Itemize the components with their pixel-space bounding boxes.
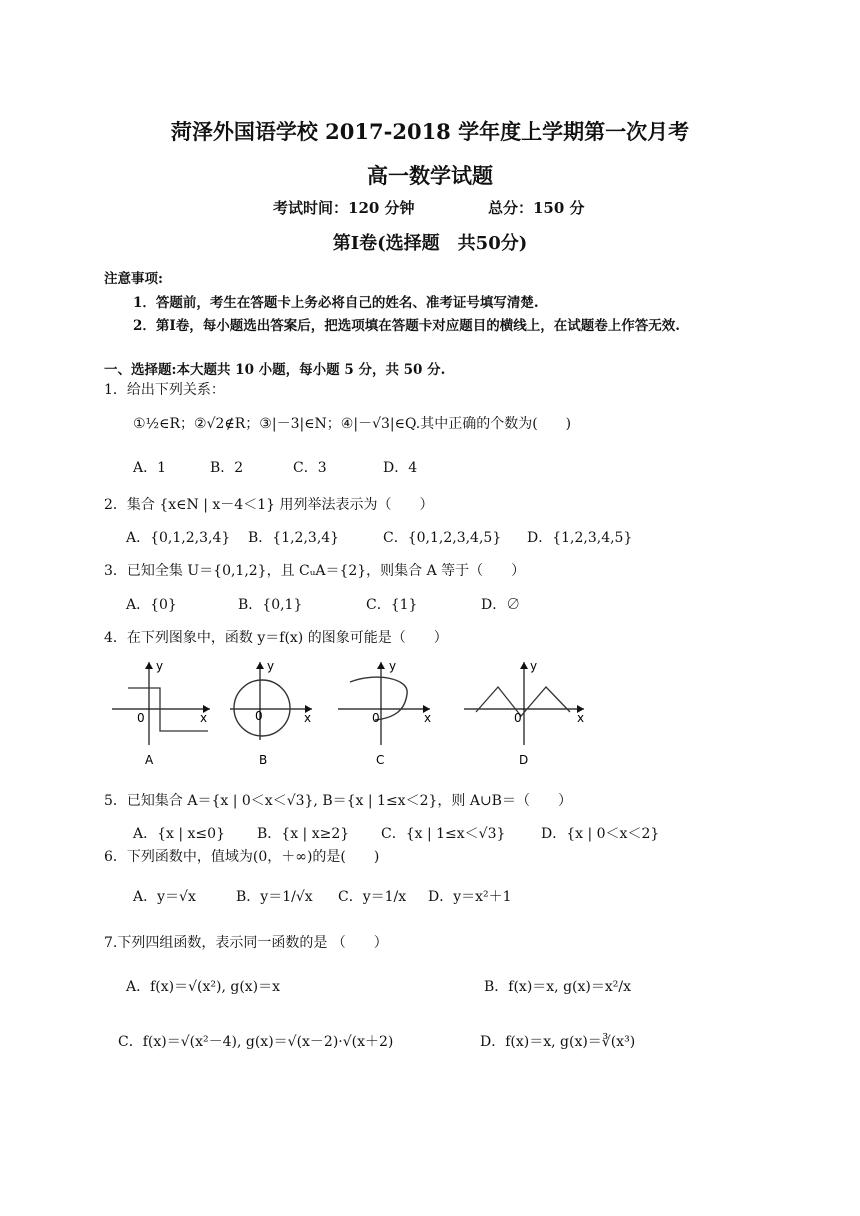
q4-stem: 4．在下列图象中，函数 y＝f(x) 的图象可能是（ ） — [104, 630, 448, 646]
q3-option-d: D．∅ — [481, 597, 521, 613]
q6-option-c: C．y＝1/x — [338, 889, 407, 905]
q6-option-d: D．y＝x²＋1 — [428, 889, 512, 905]
q5-option-c: C．{x | 1≤x＜√3} — [381, 826, 506, 842]
part-heading: 第Ⅰ卷(选择题 共50分) — [332, 233, 528, 254]
q7-stem: 7.下列四组函数，表示同一函数的是 （ ） — [104, 935, 388, 951]
q3-option-a: A．{0} — [126, 597, 177, 613]
q5-option-d: D．{x | 0＜x＜2} — [541, 826, 660, 842]
q7-option-d: D．f(x)＝x, g(x)＝∛(x³) — [480, 1034, 636, 1050]
graph-c-y-label: y — [389, 659, 397, 673]
graph-a-origin: 0 — [137, 711, 145, 725]
q1-option-d: D．4 — [383, 460, 418, 476]
exam-score: 总分：150 分 — [488, 199, 585, 217]
graph-d-y-label: y — [530, 659, 538, 673]
q1-option-b: B．2 — [210, 460, 244, 476]
notice-heading: 注意事项: — [104, 271, 163, 287]
q3-option-c: C．{1} — [366, 597, 418, 613]
graph-b — [230, 659, 312, 767]
q3-option-b: B．{0,1} — [238, 597, 303, 613]
graph-c-x-label: x — [424, 711, 432, 725]
graph-b-y-label: y — [267, 659, 275, 673]
graph-a-x-label: x — [200, 711, 208, 725]
graph-d-label: D — [519, 753, 529, 767]
q5-stem: 5．已知集合 A＝{x | 0＜x＜√3}, B＝{x | 1≤x＜2}，则 A∪B＝（ ） — [104, 793, 572, 809]
q6-option-b: B．y＝1/√x — [236, 889, 313, 905]
q1-body: ①½∈R；②√2∉R；③|－3|∈N；④|－√3|∈Q.其中正确的个数为( ) — [133, 416, 572, 432]
graph-c-label: C — [376, 753, 385, 767]
q2-option-d: D．{1,2,3,4,5} — [527, 530, 633, 546]
graph-d — [464, 659, 584, 767]
q5-option-a: A．{x | x≤0} — [133, 826, 225, 842]
notice-item-2: 2．第Ⅰ卷，每小题选出答案后，把选项填在答题卡对应题目的横线上，在试题卷上作答无效. — [133, 318, 680, 334]
q2-option-b: B．{1,2,3,4} — [248, 530, 340, 546]
graph-d-origin: 0 — [514, 711, 522, 725]
q2-option-c: C．{0,1,2,3,4,5} — [383, 530, 502, 546]
graph-a — [112, 659, 210, 767]
q1-stem: 1．给出下列关系： — [104, 382, 225, 398]
graph-a-label: A — [145, 753, 154, 767]
notice-item-1: 1．答题前，考生在答题卡上务必将自己的姓名、准考证号填写清楚. — [133, 295, 539, 311]
q7-option-b: B．f(x)＝x, g(x)＝x²/x — [484, 979, 631, 995]
q1-option-c: C．3 — [293, 460, 327, 476]
graph-b-x-label: x — [304, 711, 312, 725]
q2-stem: 2．集合 {x∈N | x－4＜1} 用列举法表示为（ ） — [104, 497, 434, 513]
graph-c — [338, 659, 431, 767]
q7-option-a: A．f(x)＝√(x²), g(x)＝x — [126, 979, 281, 995]
graph-d-x-label: x — [577, 711, 585, 725]
exam-time: 考试时间：120 分钟 — [273, 199, 415, 217]
q6-option-a: A．y＝√x — [133, 889, 196, 905]
q5-option-b: B．{x | x≥2} — [257, 826, 350, 842]
exam-title: 菏泽外国语学校 2017-2018 学年度上学期第一次月考 — [170, 119, 690, 144]
q6-stem: 6．下列函数中，值域为(0，＋∞)的是( ) — [104, 849, 380, 865]
q7-option-c: C．f(x)＝√(x²－4), g(x)＝√(x－2)·√(x＋2) — [118, 1034, 394, 1050]
q4-graphs — [100, 650, 600, 775]
exam-subtitle: 高一数学试题 — [367, 163, 493, 188]
graph-a-y-label: y — [156, 659, 164, 673]
graph-b-label: B — [259, 753, 268, 767]
q1-option-a: A．1 — [133, 460, 167, 476]
q2-option-a: A．{0,1,2,3,4} — [126, 530, 231, 546]
graph-b-origin: 0 — [255, 709, 263, 723]
section-heading: 一、选择题:本大题共 10 小题，每小题 5 分，共 50 分. — [104, 362, 446, 378]
q3-stem: 3．已知全集 U＝{0,1,2}，且 CᵤA＝{2}，则集合 A 等于（ ） — [104, 563, 526, 579]
graph-c-origin: 0 — [372, 711, 380, 725]
